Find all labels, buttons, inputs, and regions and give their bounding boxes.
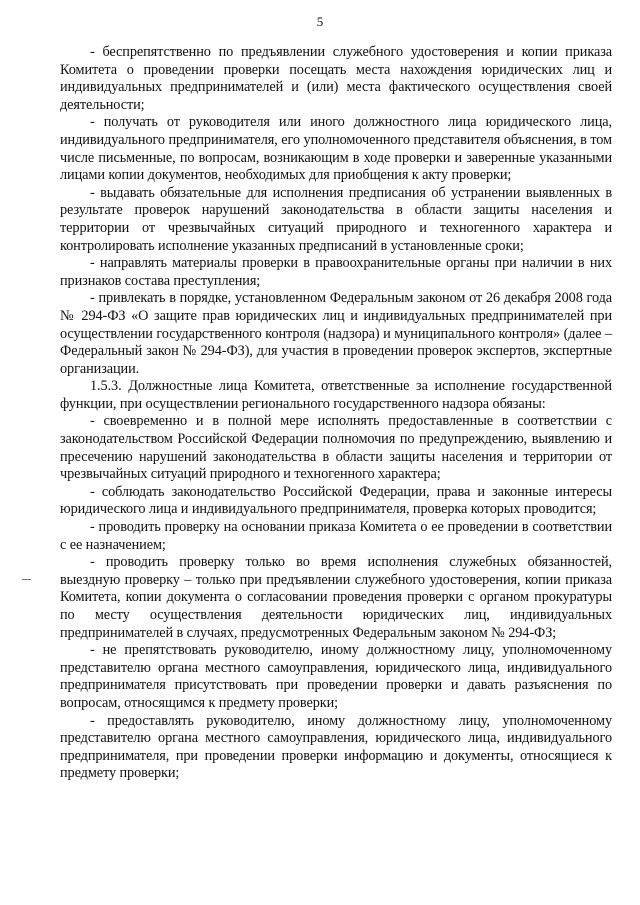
paragraph: - не препятствовать руководителю, иному должностному лицу, уполномоченному представителю органа местного самоуправления, юридического лица, индивидуального предпринимателя присутствовать при проведении проверки и давать разъяснения по вопросам, относящимся к предмету проверки; [60, 642, 612, 711]
margin-mark [22, 579, 31, 580]
page-number: 5 [316, 14, 324, 29]
paragraph: - соблюдать законодательство Российской Федерации, права и законные интересы юридического лица и индивидуального предпринимателя, проверка которых проводится; [60, 483, 612, 518]
paragraph: - беспрепятственно по предъявлении служебного удостоверения и копии приказа Комитета о проведении проверки посещать места нахождения юридических лиц и индивидуальных предпринимателей и (или) места фактического осуществления своей деятельности; [60, 44, 612, 113]
paragraph: - привлекать в порядке, установленном Федеральным законом от 26 декабря 2008 года № 294-ФЗ «О защите прав юридических лиц и индивидуальных предпринимателей при осуществлении государственного контроля (надзора) и муниципального контроля» (далее – Федеральный закон № 294-ФЗ), для участия в проведении проверок экспертов, экспертные организации. [60, 290, 612, 377]
paragraph: - проводить проверку на основании приказа Комитета о ее проведении в соответствии с ее назначением; [60, 519, 612, 553]
paragraph: - своевременно и в полной мере исполнять предоставленные в соответствии с законодательством Российской Федерации полномочия по предупреждению, выявлению и пресечению нарушений законодательства в области защиты населения и территории от чрезвычайных ситуаций природного и техногенного характера; [60, 413, 612, 483]
paragraph: - направлять материалы проверки в правоохранительные органы при наличии в них признаков состава преступления; [60, 255, 612, 289]
paragraph: - проводить проверку только во время исполнения служебных обязанностей, выездную проверку – только при предъявлении служебного удостоверения, копии приказа Комитета, копии документа о согласовании проведения проверки с органом прокуратуры по месту осуществления деятельности юридических лиц, индивидуальных предпринимателей в случаях, предусмотренных Федеральным законом № 294-ФЗ; [60, 554, 612, 641]
paragraph: - получать от руководителя или иного должностного лица юридического лица, индивидуального предпринимателя, его уполномоченного представителя объяснения, в том числе письменные, по вопросам, возникающим в ходе проверки и заверенные указанными лицами копии документов, необходимых для приобщения к акту проверки; [60, 114, 612, 184]
document-body [60, 44, 612, 783]
paragraph: - предоставлять руководителю, иному должностному лицу, уполномоченному представителю органа местного самоуправления, юридического лица, индивидуального предпринимателя, при проведении проверки информацию и документы, относящиеся к предмету проверки; [60, 712, 612, 782]
paragraph-section-heading: 1.5.3. Должностные лица Комитета, ответственные за исполнение государственной функции, при осуществлении регионального государственного надзора обязаны: [60, 378, 612, 412]
paragraph: - выдавать обязательные для исполнения предписания об устранении выявленных в результате проверок нарушений законодательства в области защиты населения и территории от чрезвычайных ситуаций природного и техногенного характера и контролировать исполнение указанных предписаний в установленные сроки; [60, 184, 612, 254]
